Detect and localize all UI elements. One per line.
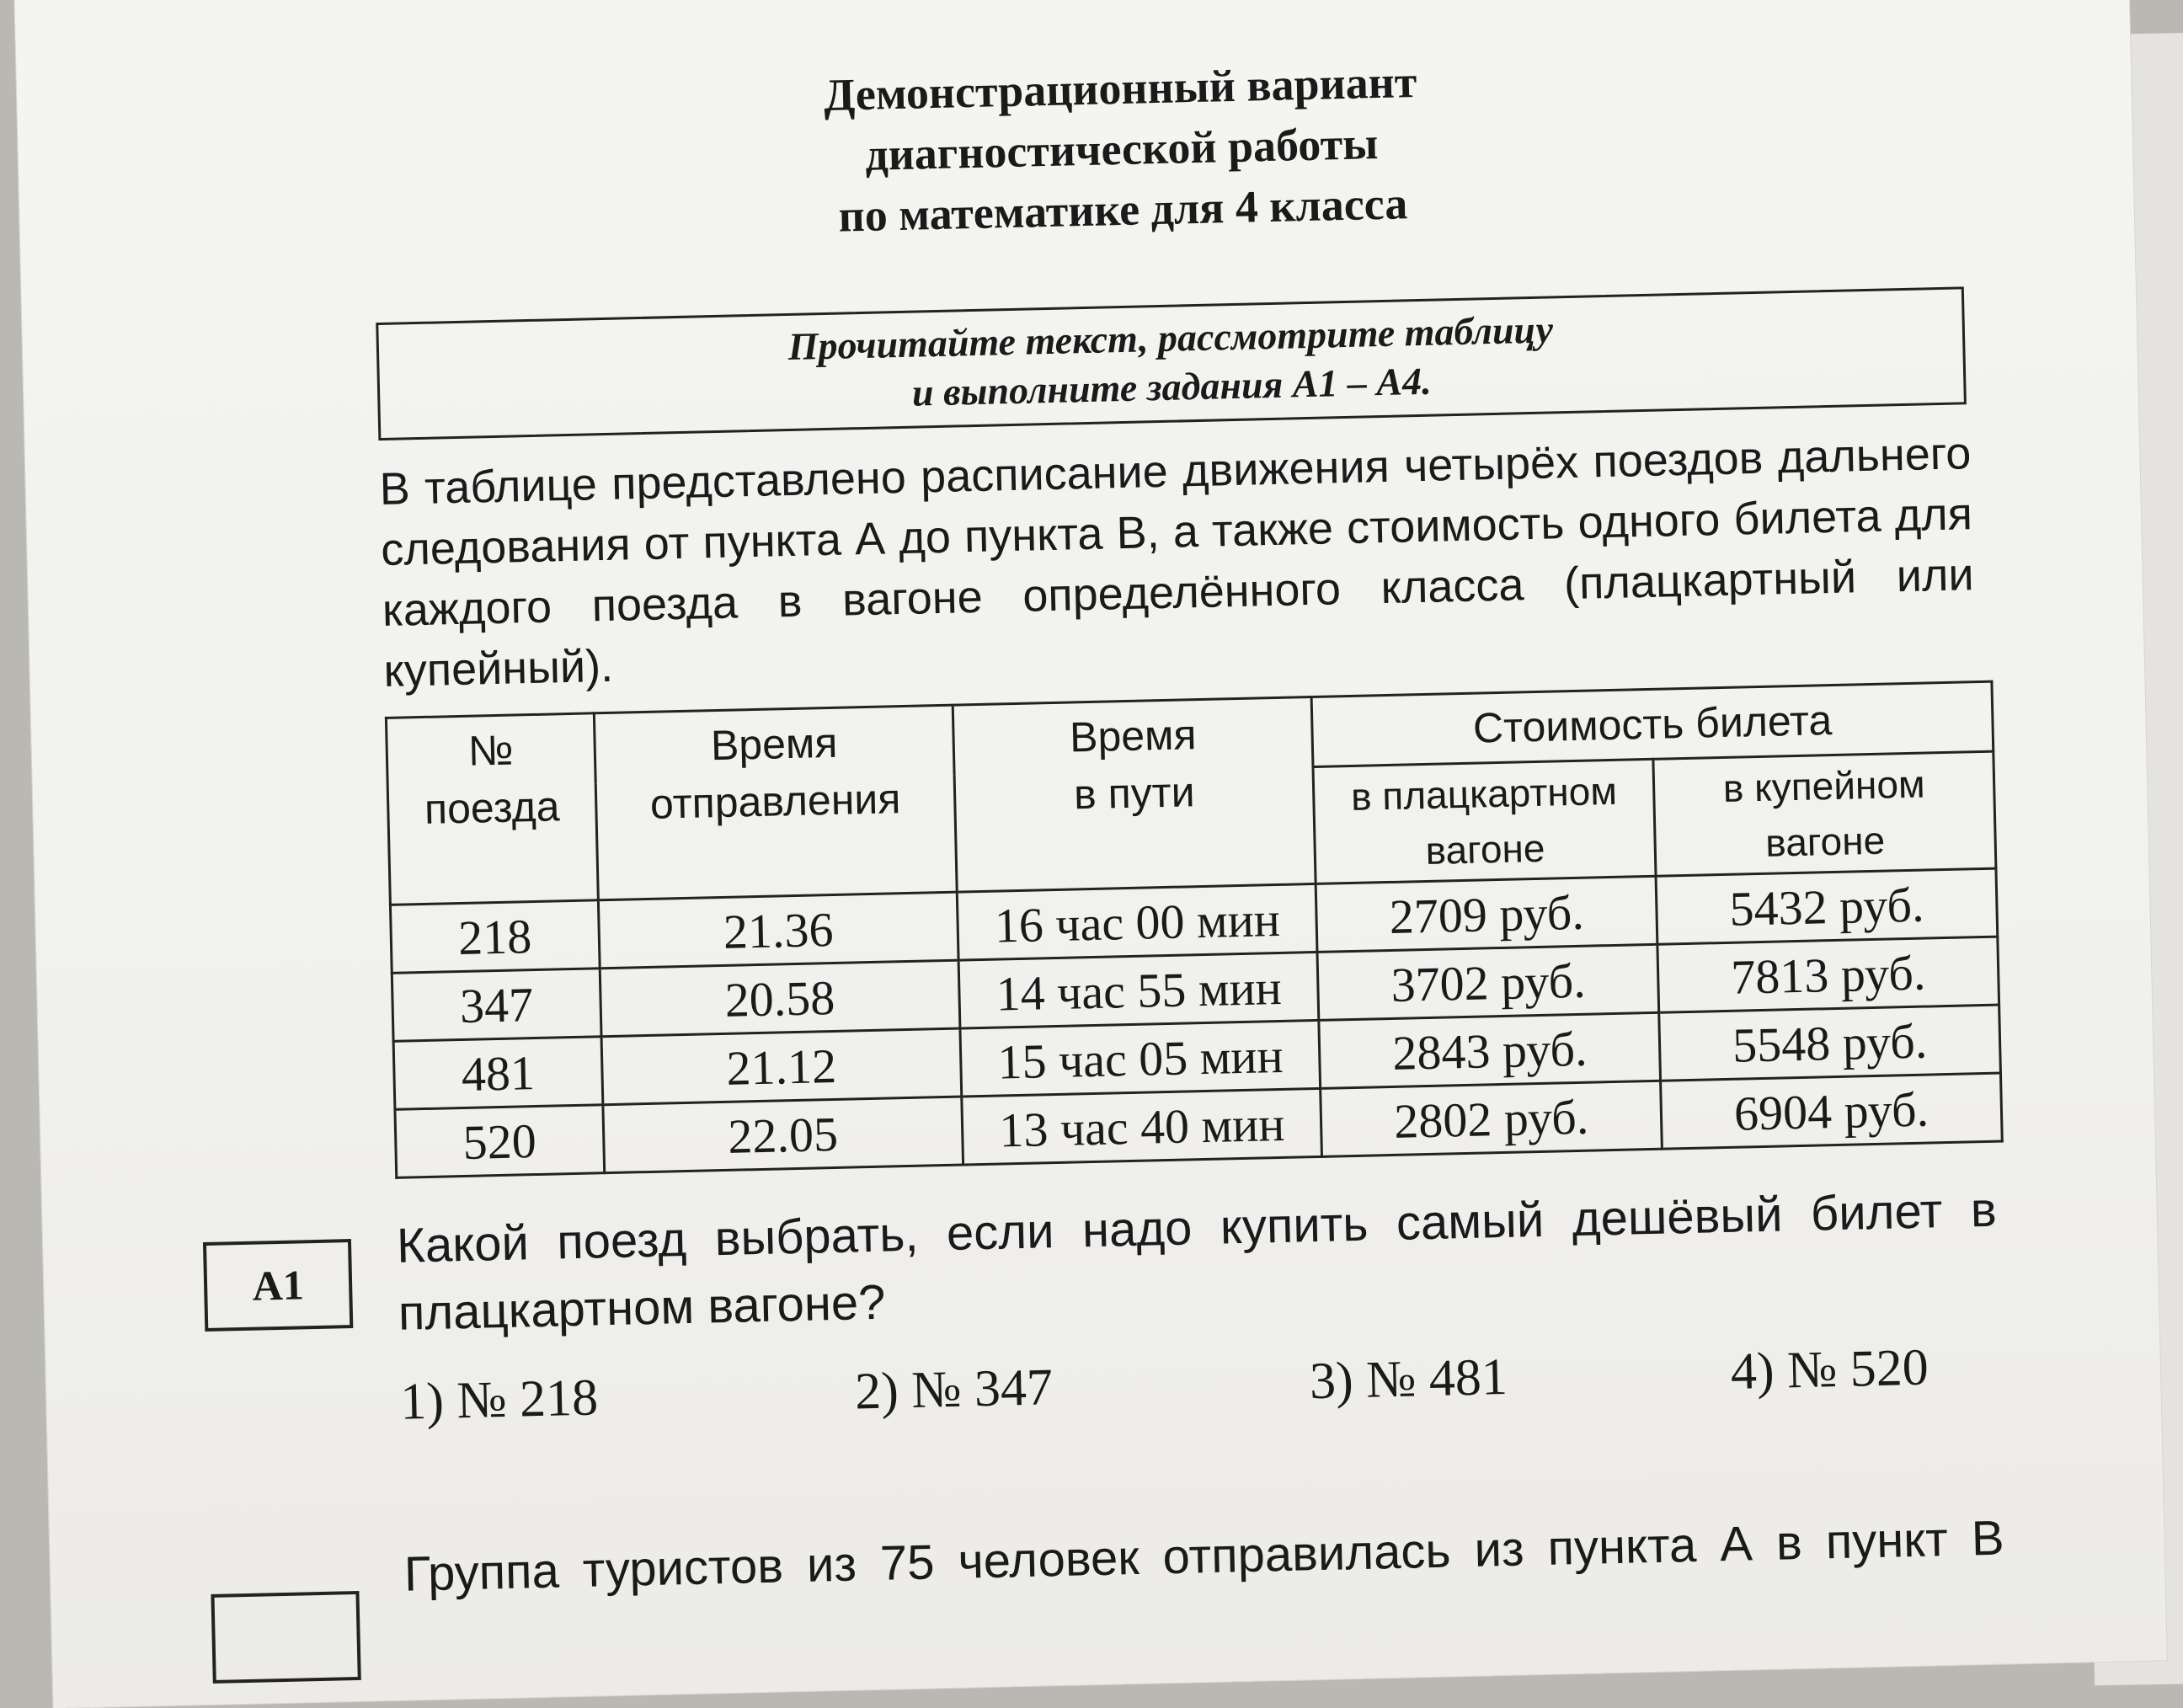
answer-option-4[interactable]: 4) № 520 [1730,1338,1929,1401]
header-platzkart-line-1: в плацкартном [1350,768,1618,819]
header-departure-line-2: отправления [649,775,901,828]
task-a1-label: А1 [203,1239,353,1332]
cell-coupe-price: 7813 руб. [1657,937,1999,1012]
header-departure [594,705,957,900]
header-coupe-line-1: в купейном [1722,761,1926,810]
header-travel-time [953,697,1316,893]
task-a1-question: Какой поезд выбрать, если надо купить самый дешёвый билет в плацкартном вагоне? [396,1182,1998,1341]
cell-train-no: 520 [395,1105,605,1178]
task-a2-label [211,1591,360,1684]
title-line-1: Демонстрационный вариант [823,56,1417,120]
header-travel-time-line-1: Время [1069,711,1198,761]
title-line-2: диагностической работы [864,118,1379,180]
header-travel-time-line-2: в пути [1073,768,1196,819]
page-content [177,37,2098,1613]
instruction-box [376,286,1967,440]
document-page [14,0,2167,1708]
cell-platzkart-price: 2802 руб. [1321,1081,1663,1156]
cell-departure: 20.58 [600,960,960,1037]
task-a1 [202,1174,2094,1453]
header-train-no-line-2: поезда [424,782,561,833]
task-a1-options [400,1337,2002,1449]
cell-departure: 22.05 [603,1097,963,1173]
header-ticket-cost: Стоимость билета [1311,681,1993,766]
instruction-line-1: Прочитайте текст, рассмотрите таблицу [787,307,1554,368]
task-a2 [210,1503,2097,1613]
header-coupe-line-2: вагоне [1764,818,1886,865]
answer-option-2[interactable]: 2) № 347 [854,1358,1054,1421]
header-coupe [1653,751,1996,876]
header-train-no-line-1: № [467,726,515,775]
cell-train-no: 347 [392,969,601,1042]
cell-travel-time: 14 час 55 мин [958,952,1319,1028]
page-title [177,37,2067,262]
answer-option-1[interactable]: 1) № 218 [399,1369,599,1431]
answer-option-3[interactable]: 3) № 481 [1309,1348,1508,1411]
cell-travel-time: 15 час 05 мин [960,1020,1321,1097]
cell-platzkart-price: 2709 руб. [1316,876,1657,952]
intro-paragraph: В таблице представлено расписание движения четырёх поездов дальнего следования от пункта А до пункта В, а также стоимость одного билета для каждого поезда в вагоне определённого класса (плацкартный или купейный). [379,428,1975,697]
cell-travel-time: 13 час 40 мин [962,1088,1322,1165]
cell-departure: 21.36 [598,892,958,969]
cell-platzkart-price: 2843 руб. [1319,1012,1661,1088]
cell-coupe-price: 5548 руб. [1659,1005,2001,1081]
cell-train-no: 481 [393,1037,603,1110]
header-train-no [386,713,598,905]
cell-travel-time: 16 час 00 мин [957,883,1317,960]
header-platzkart [1313,759,1656,883]
task-a2-question: Группа туристов из 75 человек отправилась из пункта А в пункт В [403,1510,2005,1602]
header-departure-line-1: Время [710,718,838,770]
cell-coupe-price: 5432 руб. [1656,868,1998,944]
cell-platzkart-price: 3702 руб. [1317,944,1659,1020]
cell-departure: 21.12 [601,1028,962,1105]
cell-coupe-price: 6904 руб. [1661,1073,2003,1149]
train-schedule-table [385,681,2004,1179]
title-line-3: по математике для 4 класса [837,178,1408,242]
header-platzkart-line-2: вагоне [1424,825,1545,873]
instruction-line-2: и выполните задания А1 – А4. [911,359,1433,414]
cell-train-no: 218 [390,900,600,974]
